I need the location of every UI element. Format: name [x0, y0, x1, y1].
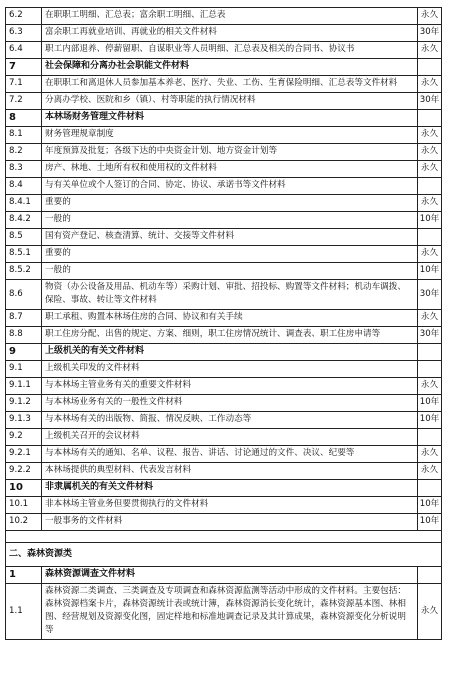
item-number: 9.1.1 [6, 378, 42, 395]
item-number: 9 [6, 344, 42, 361]
item-description: 一般事务的文件材料 [42, 514, 418, 531]
item-description: 重要的 [42, 195, 418, 212]
table-row [6, 246, 442, 263]
category-row [6, 344, 442, 361]
retention-period: 永久 [418, 42, 442, 59]
retention-period: 10年 [418, 514, 442, 531]
retention-period: 永久 [418, 584, 442, 640]
item-number: 8.2 [6, 144, 42, 161]
table-row [6, 497, 442, 514]
table-row [6, 463, 442, 480]
retention-period: 永久 [418, 463, 442, 480]
retention-period: 10年 [418, 263, 442, 280]
item-number: 6.4 [6, 42, 42, 59]
table-row [6, 429, 442, 446]
table-row [6, 212, 442, 229]
item-description: 房产、林地、土地所有权和使用权的文件材料 [42, 161, 418, 178]
item-number: 10.1 [6, 497, 42, 514]
item-number: 8.8 [6, 327, 42, 344]
item-number: 7.2 [6, 93, 42, 110]
item-description: 财务管理规章制度 [42, 127, 418, 144]
item-description: 森林资源二类调查、三类调查及专项调查和森林资源监测等活动中形成的文件材料。主要包括：森林资源档案卡片，森林资源统计表或统计簿，森林资源消长变化统计，森林资源基本图、林相图、经营规划及资源变化图，固定样地和标准地调查记录及其计算成果，森林资源变化分析说明等 [42, 584, 418, 640]
item-description: 职工承租、购置本林场住房的合同、协议和有关手续 [42, 310, 418, 327]
retention-period: 永久 [418, 144, 442, 161]
item-description: 非本林场主管业务但要贯彻执行的文件材料 [42, 497, 418, 514]
retention-period: 永久 [418, 246, 442, 263]
table-row [6, 395, 442, 412]
table-row [6, 42, 442, 59]
archive-retention-table [5, 7, 442, 640]
item-number: 8.4.1 [6, 195, 42, 212]
item-number: 9.1 [6, 361, 42, 378]
table-body [6, 8, 442, 640]
retention-period [418, 110, 442, 127]
retention-period [418, 480, 442, 497]
retention-period [418, 361, 442, 378]
retention-period: 永久 [418, 127, 442, 144]
item-number: 1.1 [6, 584, 42, 640]
item-number: 9.2.1 [6, 446, 42, 463]
item-number: 10 [6, 480, 42, 497]
table-row [6, 514, 442, 531]
item-number: 1 [6, 567, 42, 584]
retention-period: 10年 [418, 395, 442, 412]
item-description: 社会保障和分离办社会职能文件材料 [42, 59, 418, 76]
item-description: 年度预算及批复；各级下达的中央资金计划、地方资金计划等 [42, 144, 418, 161]
retention-period: 10年 [418, 412, 442, 429]
item-number: 9.1.3 [6, 412, 42, 429]
item-number: 7 [6, 59, 42, 76]
table-row [6, 361, 442, 378]
retention-period: 永久 [418, 378, 442, 395]
retention-period [418, 429, 442, 446]
item-number: 8.7 [6, 310, 42, 327]
item-description: 本林场提供的典型材料、代表发言材料 [42, 463, 418, 480]
item-number: 8.5 [6, 229, 42, 246]
item-description: 上级机关召开的会议材料 [42, 429, 418, 446]
item-number: 9.2 [6, 429, 42, 446]
item-number: 8.1 [6, 127, 42, 144]
retention-period [418, 567, 442, 584]
retention-period: 30年 [418, 327, 442, 344]
item-description: 与本林场有关的通知、名单、议程、报告、讲话、讨论通过的文件、决议、纪要等 [42, 446, 418, 463]
table-row [6, 310, 442, 327]
item-description: 与本林场主管业务有关的重要文件材料 [42, 378, 418, 395]
item-description: 与本林场业务有关的一般性文件材料 [42, 395, 418, 412]
item-description: 一般的 [42, 212, 418, 229]
table-row [6, 93, 442, 110]
spacer-cell [6, 531, 442, 543]
item-number: 6.3 [6, 25, 42, 42]
item-number: 6.2 [6, 8, 42, 25]
item-number: 10.2 [6, 514, 42, 531]
item-number: 9.1.2 [6, 395, 42, 412]
retention-period: 30年 [418, 280, 442, 310]
item-number: 8.4 [6, 178, 42, 195]
item-description: 富余职工再就业培训、再就业的相关文件材料 [42, 25, 418, 42]
item-number: 8.4.2 [6, 212, 42, 229]
item-number: 8.3 [6, 161, 42, 178]
table-row [6, 229, 442, 246]
item-description: 职工内部退养、停薪留职、自谋职业等人员明细、汇总表及相关的合同书、协议书 [42, 42, 418, 59]
item-description: 上级机关的有关文件材料 [42, 344, 418, 361]
retention-period [418, 178, 442, 195]
table-row [6, 263, 442, 280]
retention-period: 10年 [418, 497, 442, 514]
table-row [6, 378, 442, 395]
table-row [6, 195, 442, 212]
item-description: 重要的 [42, 246, 418, 263]
item-number: 9.2.2 [6, 463, 42, 480]
item-description: 物资（办公设备及用品、机动车等）采购计划、审批、招投标、购置等文件材料；机动车调拨、保险、事故、转让等文件材料 [42, 280, 418, 310]
retention-period: 永久 [418, 76, 442, 93]
retention-period [418, 229, 442, 246]
item-number: 8.5.1 [6, 246, 42, 263]
table-row [6, 446, 442, 463]
category-row [6, 480, 442, 497]
category-row [6, 59, 442, 76]
table-row [6, 127, 442, 144]
item-description: 国有资产登记、核查清算、统计、交接等文件材料 [42, 229, 418, 246]
item-description: 上级机关印发的文件材料 [42, 361, 418, 378]
table-row [6, 327, 442, 344]
table-row [6, 25, 442, 42]
retention-period [418, 59, 442, 76]
item-description: 分离办学校、医院和乡（镇）、村等职能的执行情况材料 [42, 93, 418, 110]
retention-period: 永久 [418, 8, 442, 25]
item-description: 本林场财务管理文件材料 [42, 110, 418, 127]
retention-period: 永久 [418, 446, 442, 463]
section-row [6, 543, 442, 567]
retention-period: 30年 [418, 93, 442, 110]
category-row [6, 567, 442, 584]
item-description: 一般的 [42, 263, 418, 280]
table-row [6, 178, 442, 195]
item-description: 在职职工明细、汇总表；富余职工明细、汇总表 [42, 8, 418, 25]
item-description: 森林资源调查文件材料 [42, 567, 418, 584]
item-number: 8.6 [6, 280, 42, 310]
table-row [6, 144, 442, 161]
table-row [6, 161, 442, 178]
retention-period: 永久 [418, 195, 442, 212]
item-description: 非隶属机关的有关文件材料 [42, 480, 418, 497]
table-row [6, 76, 442, 93]
retention-period [418, 344, 442, 361]
table-row [6, 280, 442, 310]
retention-period: 永久 [418, 310, 442, 327]
item-number: 8.5.2 [6, 263, 42, 280]
category-row [6, 110, 442, 127]
table-row [6, 412, 442, 429]
table-row [6, 8, 442, 25]
spacer-row [6, 531, 442, 543]
table-row [6, 584, 442, 640]
item-number: 7.1 [6, 76, 42, 93]
item-description: 在职职工和离退休人员参加基本养老、医疗、失业、工伤、生育保险明细、汇总表等文件材料 [42, 76, 418, 93]
item-description: 与有关单位或个人签订的合同、协定、协议、承诺书等文件材料 [42, 178, 418, 195]
item-description: 与本林场有关的出版物、简报、情况反映、工作动态等 [42, 412, 418, 429]
section-title: 二、森林资源类 [6, 543, 442, 567]
retention-period: 30年 [418, 25, 442, 42]
item-description: 职工住房分配、出售的规定、方案、细则，职工住房情况统计、调查表、职工住房申请等 [42, 327, 418, 344]
retention-period: 10年 [418, 212, 442, 229]
item-number: 8 [6, 110, 42, 127]
retention-period: 永久 [418, 161, 442, 178]
